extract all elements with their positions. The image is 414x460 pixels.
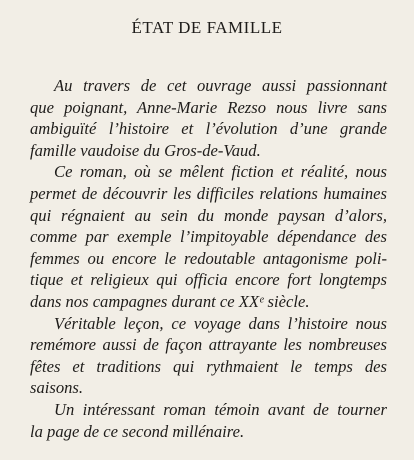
text-line: comme par exemple l’impitoyable dépendance des — [30, 227, 387, 247]
paragraph-4 — [30, 399, 387, 442]
text-line: Véritable leçon, ce voyage dans l’histoire nous — [54, 313, 387, 333]
page-title: ÉTAT DE FAMILLE — [131, 18, 283, 37]
text-line: femmes ou encore le redoutable antagonisme poli- — [30, 248, 387, 268]
text-body — [30, 75, 387, 442]
paragraph-1 — [30, 75, 387, 161]
paragraph-3 — [30, 313, 387, 399]
text-line: famille vaudoise du Gros-de-Vaud. — [30, 140, 261, 160]
text-line: la page de ce second millénaire. — [30, 421, 245, 441]
text-line: dans nos campagnes durant ce XXᵉ siècle. — [30, 291, 310, 311]
text-line: Un intéressant roman témoin avant de tourner — [54, 399, 387, 419]
text-line: remémore aussi de façon attrayante les nombreuses — [30, 335, 387, 355]
text-line: Ce roman, où se mêlent fiction et réalité, nous — [54, 162, 387, 182]
text-line: saisons. — [30, 378, 84, 398]
text-line: que poignant, Anne-Marie Rezso nous livre sans — [30, 97, 387, 117]
text-line: fêtes et traditions qui rythmaient le temps des — [30, 356, 387, 376]
paragraph-2 — [30, 161, 387, 312]
text-line: tique et religieux qui officia encore fort longtemps — [30, 270, 387, 290]
text-line: ambiguïté l’histoire et l’évolution d’une grande — [30, 119, 387, 139]
text-line: permet de découvrir les difficiles relations humaines — [30, 183, 387, 203]
text-line: Au travers de cet ouvrage aussi passionnant — [54, 76, 387, 95]
text-line: qui régnaient au sein du monde paysan d’alors, — [30, 205, 387, 225]
